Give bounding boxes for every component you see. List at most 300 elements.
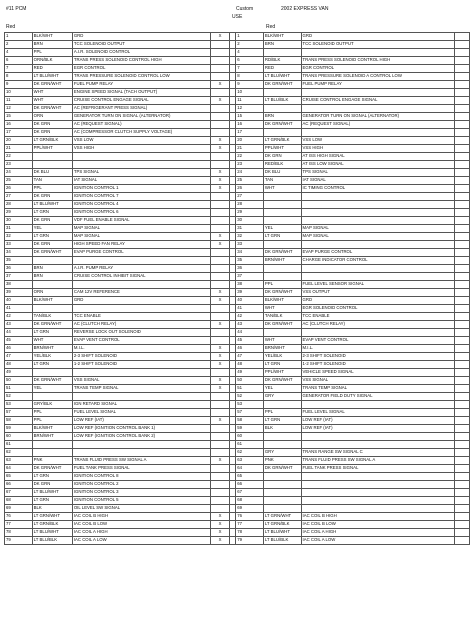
pin-number: 22	[5, 153, 33, 161]
spacer-end	[454, 273, 469, 281]
circuit-function-custom: CHARGE INDICATOR CONTROL	[301, 257, 454, 265]
circuit-function-custom: TRANS PRESSURE SOLENOID A CONTROL LOW	[301, 73, 454, 81]
wire-color	[32, 161, 72, 169]
table-row	[5, 65, 470, 73]
spacer-end	[454, 401, 469, 409]
use-mark	[211, 497, 230, 505]
spacer-end	[454, 249, 469, 257]
circuit-function: TCC ENABLE	[72, 313, 210, 321]
circuit-function-custom	[301, 273, 454, 281]
circuit-function: LOW REF (IGNITION CONTROL BANK 1)	[72, 425, 210, 433]
circuit-function-custom: EVAP PURGE CONTROL	[301, 249, 454, 257]
use-mark: X	[211, 417, 230, 425]
pin-number: 43	[5, 321, 33, 329]
wire-color-custom: DK GRN/WHT	[263, 81, 301, 89]
use-mark: X	[211, 521, 230, 529]
wire-color	[32, 153, 72, 161]
use-mark	[211, 489, 230, 497]
pin-number-custom: 25	[236, 177, 264, 185]
wire-color: DK GRN	[32, 121, 72, 129]
pin-number-custom: 44	[236, 329, 264, 337]
pin-number-custom: 34	[236, 249, 264, 257]
table-row	[5, 177, 470, 185]
wire-color-custom: LT GRN	[263, 417, 301, 425]
circuit-function: GRD	[72, 33, 210, 41]
pin-number: 15	[5, 113, 33, 121]
pin-number: 39	[5, 289, 33, 297]
circuit-function-custom: AT ISS LOW SIGNAL	[301, 161, 454, 169]
circuit-function: IGNITION CONTROL 2	[72, 481, 210, 489]
spacer-end	[454, 265, 469, 273]
spacer-end	[454, 521, 469, 529]
spacer-end	[454, 225, 469, 233]
circuit-function-custom: TCC SOLENOID OUTPUT	[301, 41, 454, 49]
spacer-end	[454, 337, 469, 345]
circuit-function: IGNITION CONTROL 3	[72, 489, 210, 497]
table-row	[5, 241, 470, 249]
circuit-function	[72, 161, 210, 169]
wire-color-custom: DK GRN/WHT	[263, 121, 301, 129]
pin-number-custom: 9	[236, 81, 264, 89]
use-mark	[211, 57, 230, 65]
table-row	[5, 257, 470, 265]
wire-color-custom	[263, 401, 301, 409]
circuit-function: HIGH SPEED FAN RELAY	[72, 241, 210, 249]
table-row	[5, 289, 470, 297]
circuit-function: MAP SIGNAL	[72, 233, 210, 241]
table-row	[5, 185, 470, 193]
wire-color: LT BLU/WHT	[32, 489, 72, 497]
spacer-end	[454, 505, 469, 513]
spacer-end	[454, 73, 469, 81]
table-row	[5, 409, 470, 417]
wire-color	[32, 369, 72, 377]
use-mark	[211, 481, 230, 489]
pin-number-custom: 78	[236, 529, 264, 537]
pin-number: 58	[5, 417, 33, 425]
wire-color: DK GRN/WHT	[32, 377, 72, 385]
spacer-end	[454, 129, 469, 137]
table-row	[5, 369, 470, 377]
circuit-function-custom	[301, 49, 454, 57]
circuit-function: AC (REQUEST SIGNAL)	[72, 121, 210, 129]
wire-color-custom	[263, 193, 301, 201]
pin-number: 40	[5, 297, 33, 305]
wire-color-custom: DK GRN/WHT	[263, 465, 301, 473]
pin-number-custom: 77	[236, 521, 264, 529]
pinout-table	[4, 32, 470, 545]
use-mark: X	[211, 289, 230, 297]
use-mark	[211, 313, 230, 321]
circuit-function: FUEL PUMP RELAY	[72, 81, 210, 89]
pin-number-custom: 48	[236, 361, 264, 369]
circuit-function: AC (REFRIGERANT PRESS SIGNAL)	[72, 105, 210, 113]
wire-color-custom	[263, 433, 301, 441]
spacer-end	[454, 465, 469, 473]
wire-color: PPL	[32, 185, 72, 193]
table-row	[5, 513, 470, 521]
use-mark: X	[211, 169, 230, 177]
wire-color	[32, 305, 72, 313]
pin-number-custom: 69	[236, 505, 264, 513]
circuit-function: EVAP VENT CONTROL	[72, 337, 210, 345]
wire-color: PPL	[32, 49, 72, 57]
wire-color: BRN	[32, 265, 72, 273]
circuit-function: AC (CLUTCH RELAY)	[72, 321, 210, 329]
circuit-function: CRUISE CONTROL ENGAGE SIGNAL	[72, 97, 210, 105]
spacer-end	[454, 537, 469, 545]
circuit-function-custom: AT ISS HIGH SIGNAL	[301, 153, 454, 161]
circuit-function: TRANS FLUID PRESS SW SIGNAL A	[72, 457, 210, 465]
circuit-function-custom	[301, 105, 454, 113]
spacer-end	[454, 369, 469, 377]
table-row	[5, 465, 470, 473]
wire-color-custom: LT BLU/BLK	[263, 97, 301, 105]
pin-number: 32	[5, 233, 33, 241]
use-mark	[211, 425, 230, 433]
table-row	[5, 281, 470, 289]
circuit-function: AC (COMPRESSOR CLUTCH SUPPLY VOLTAGE)	[72, 129, 210, 137]
use-mark: X	[211, 513, 230, 521]
use-mark: X	[211, 241, 230, 249]
pin-number-custom: 47	[236, 353, 264, 361]
spacer-end	[454, 169, 469, 177]
pin-number-custom: 22	[236, 153, 264, 161]
pin-number: 76	[5, 513, 33, 521]
table-row	[5, 153, 470, 161]
use-mark	[211, 465, 230, 473]
wire-color: DK GRN	[32, 129, 72, 137]
wire-color: YEL/BLK	[32, 353, 72, 361]
circuit-function-custom	[301, 489, 454, 497]
use-mark	[211, 129, 230, 137]
wire-color: BRN	[32, 41, 72, 49]
circuit-function-custom: IC TIMING CONTROL	[301, 185, 454, 193]
circuit-function-custom: EGR CONTROL	[301, 65, 454, 73]
spacer-end	[454, 345, 469, 353]
circuit-function: TRANS PRESSURE SOLENOID CONTROL LOW	[72, 73, 210, 81]
table-row	[5, 433, 470, 441]
spacer-end	[454, 393, 469, 401]
circuit-function-custom: 1-2 SHIFT SOLENOID	[301, 361, 454, 369]
table-row	[5, 297, 470, 305]
use-mark	[211, 65, 230, 73]
pin-number-custom: 41	[236, 305, 264, 313]
circuit-function-custom	[301, 129, 454, 137]
pin-number-custom: 11	[236, 97, 264, 105]
circuit-function: TRANS TEMP SIGNAL	[72, 385, 210, 393]
wire-color: LT BLU/BLK	[32, 537, 72, 545]
pin-number-custom: 27	[236, 193, 264, 201]
spacer-end	[454, 33, 469, 41]
circuit-function-custom	[301, 481, 454, 489]
pin-number-custom: 62	[236, 449, 264, 457]
use-mark	[211, 473, 230, 481]
pin-number: 45	[5, 337, 33, 345]
pin-number-custom: 76	[236, 513, 264, 521]
wire-color-custom	[263, 105, 301, 113]
table-row	[5, 425, 470, 433]
circuit-function-custom: VEHICLE SPEED SIGNAL	[301, 369, 454, 377]
spacer-end	[454, 385, 469, 393]
spacer-end	[454, 329, 469, 337]
use-mark: X	[211, 81, 230, 89]
spacer-end	[454, 41, 469, 49]
circuit-function-custom: EVAP VENT CONTROL	[301, 337, 454, 345]
use-mark	[211, 409, 230, 417]
spacer-end	[454, 529, 469, 537]
wire-color: DK GRN	[32, 481, 72, 489]
pin-number: 24	[5, 169, 33, 177]
wire-color: DK GRN/WHT	[32, 249, 72, 257]
circuit-function-custom: VSS HIGH	[301, 145, 454, 153]
spacer-end	[454, 281, 469, 289]
spacer-end	[454, 97, 469, 105]
table-row	[5, 481, 470, 489]
wire-color-custom: PPL/WHT	[263, 145, 301, 153]
wire-color-custom	[263, 241, 301, 249]
pin-number-custom: 57	[236, 409, 264, 417]
circuit-function-custom: LOW REF (IAT)	[301, 417, 454, 425]
circuit-function: A.I.R. SOLENOID CONTROL	[72, 49, 210, 57]
wire-color-custom	[263, 209, 301, 217]
circuit-function: IGNITION CONTROL 7	[72, 193, 210, 201]
circuit-function: VSS LOW	[72, 137, 210, 145]
wire-color: LT GRN/BLK	[32, 521, 72, 529]
wire-color: TAN/BLK	[32, 313, 72, 321]
table-row	[5, 521, 470, 529]
spacer-end	[454, 209, 469, 217]
pin-number: 20	[5, 137, 33, 145]
circuit-function: MAP SIGNAL	[72, 225, 210, 233]
use-mark: X	[211, 321, 230, 329]
pin-number-custom: 39	[236, 289, 264, 297]
wire-color	[32, 449, 72, 457]
table-row	[5, 97, 470, 105]
circuit-function: FUEL LEVEL SIGNAL	[72, 409, 210, 417]
wire-color: DK BLU	[32, 169, 72, 177]
circuit-function: IGNITION CONTROL 6	[72, 209, 210, 217]
wire-color-custom: PPL	[263, 281, 301, 289]
pin-number-custom: 4	[236, 49, 264, 57]
wire-color: YEL	[32, 385, 72, 393]
spacer-end	[454, 497, 469, 505]
table-row	[5, 377, 470, 385]
wire-color-custom	[263, 441, 301, 449]
wire-color-custom: TAN/BLK	[263, 313, 301, 321]
wire-color-custom: YEL	[263, 225, 301, 233]
wire-color: BLK	[32, 505, 72, 513]
wire-color-custom	[263, 329, 301, 337]
pin-number-custom: 28	[236, 201, 264, 209]
pin-number: 2	[5, 41, 33, 49]
pin-number: 50	[5, 377, 33, 385]
circuit-function-custom	[301, 441, 454, 449]
use-mark: X	[211, 137, 230, 145]
circuit-function: VSS SIGNAL	[72, 377, 210, 385]
table-row	[5, 321, 470, 329]
circuit-function-custom: AC (REQUEST SIGNAL)	[301, 121, 454, 129]
wire-color-custom: LT BLU/WHT	[263, 73, 301, 81]
table-row	[5, 113, 470, 121]
table-row	[5, 305, 470, 313]
wire-color: BLK/WHT	[32, 33, 72, 41]
circuit-function	[72, 305, 210, 313]
wire-color-custom: LT BLU/WHT	[263, 529, 301, 537]
spacer-end	[454, 201, 469, 209]
pin-number: 12	[5, 105, 33, 113]
use-mark: X	[211, 177, 230, 185]
pin-number-custom: 24	[236, 169, 264, 177]
table-row	[5, 273, 470, 281]
circuit-function-custom: EGR SOLENOID CONTROL	[301, 305, 454, 313]
pin-number-custom: 45	[236, 337, 264, 345]
circuit-function: EVAP PURGE CONTROL	[72, 249, 210, 257]
use-mark	[211, 121, 230, 129]
circuit-function-custom: GRD	[301, 297, 454, 305]
wire-color-custom: PPL	[263, 409, 301, 417]
spacer-end	[454, 257, 469, 265]
table-row	[5, 129, 470, 137]
wire-color: BRN	[32, 273, 72, 281]
spacer-end	[454, 193, 469, 201]
circuit-function-custom: LOW REF (IAT)	[301, 425, 454, 433]
circuit-function: LOW REF (IAT)	[72, 417, 210, 425]
table-row	[5, 201, 470, 209]
pin-number-custom: 30	[236, 217, 264, 225]
spacer-end	[454, 81, 469, 89]
right-connector-color: Red	[266, 24, 276, 30]
spacer-end	[454, 361, 469, 369]
circuit-function-custom	[301, 193, 454, 201]
use-mark	[211, 433, 230, 441]
table-row	[5, 489, 470, 497]
pin-number: 34	[5, 249, 33, 257]
pin-number: 64	[5, 465, 33, 473]
wire-color: PNK	[32, 457, 72, 465]
pin-number-custom: 36	[236, 265, 264, 273]
pin-number-custom: 50	[236, 377, 264, 385]
use-mark	[211, 209, 230, 217]
wire-color-custom: BRN/WHT	[263, 345, 301, 353]
wire-color-custom: LT GRN	[263, 233, 301, 241]
wire-color: ORN	[32, 289, 72, 297]
wire-color: BLK/WHT	[32, 297, 72, 305]
pin-number: 60	[5, 433, 33, 441]
circuit-function: TCC SOLENOID OUTPUT	[72, 41, 210, 49]
circuit-function-custom: TRANS FLUID PRESS SW SIGNAL A	[301, 457, 454, 465]
table-row	[5, 449, 470, 457]
circuit-function: IAC COIL B HIGH	[72, 513, 210, 521]
circuit-function-custom	[301, 217, 454, 225]
circuit-function: CRUISE CONTROL INHIBIT SIGNAL	[72, 273, 210, 281]
pin-number: 31	[5, 225, 33, 233]
circuit-function: IGNITION CONTROL 5	[72, 497, 210, 505]
pin-number-custom: 49	[236, 369, 264, 377]
pin-number: 78	[5, 529, 33, 537]
circuit-function-custom	[301, 241, 454, 249]
circuit-function-custom	[301, 497, 454, 505]
circuit-function-custom: IAC COIL A HIGH	[301, 529, 454, 537]
pin-number: 26	[5, 185, 33, 193]
pin-number-custom: 38	[236, 281, 264, 289]
wire-color-custom: LT GRN/WHT	[263, 513, 301, 521]
use-mark	[211, 249, 230, 257]
spacer-end	[454, 433, 469, 441]
pin-number: 69	[5, 505, 33, 513]
circuit-function-custom: 2-3 SHIFT SOLENOID	[301, 353, 454, 361]
pin-number-custom: 35	[236, 257, 264, 265]
pin-number-custom: 37	[236, 273, 264, 281]
circuit-function: IAC COIL A HIGH	[72, 529, 210, 537]
circuit-function-custom: GRD	[301, 33, 454, 41]
wire-color	[32, 393, 72, 401]
table-row	[5, 33, 470, 41]
circuit-function-custom: FUEL PUMP RELAY	[301, 81, 454, 89]
wire-color-custom: BLK	[263, 425, 301, 433]
circuit-function	[72, 369, 210, 377]
pin-number: 66	[5, 481, 33, 489]
pin-number-custom: 26	[236, 185, 264, 193]
wire-color-custom: PNK	[263, 457, 301, 465]
wire-color-custom: PPL/WHT	[263, 369, 301, 377]
table-row	[5, 529, 470, 537]
wire-color-custom: DK GRN/WHT	[263, 377, 301, 385]
spacer-end	[454, 321, 469, 329]
pin-number-custom: 17	[236, 129, 264, 137]
table-row	[5, 49, 470, 57]
circuit-function-custom: IAC COIL A LOW	[301, 537, 454, 545]
pin-number: 10	[5, 89, 33, 97]
circuit-function: IGN RETARD SIGNAL	[72, 401, 210, 409]
use-mark	[211, 105, 230, 113]
pin-number-custom: 68	[236, 497, 264, 505]
circuit-function: TRANS PRESS SOLENOID CONTROL HIGH	[72, 57, 210, 65]
circuit-function-custom	[301, 473, 454, 481]
spacer-end	[454, 57, 469, 65]
pin-number-custom: 40	[236, 297, 264, 305]
use-mark: X	[211, 145, 230, 153]
pin-number: 49	[5, 369, 33, 377]
pin-number: 59	[5, 425, 33, 433]
wire-color	[32, 441, 72, 449]
pin-number-custom: 51	[236, 385, 264, 393]
wire-color: DK GRN	[32, 193, 72, 201]
table-row	[5, 225, 470, 233]
pin-number: 25	[5, 177, 33, 185]
circuit-function: VSS HIGH	[72, 145, 210, 153]
wire-color-custom: BRN	[263, 41, 301, 49]
wire-color-custom: BLK/WHT	[263, 297, 301, 305]
use-mark: X	[211, 537, 230, 545]
table-row	[5, 385, 470, 393]
circuit-function-custom: TRANS PRESS SOLENOID CONTROL HIGH	[301, 57, 454, 65]
pin-number: 41	[5, 305, 33, 313]
circuit-function-custom: MAP SIGNAL	[301, 225, 454, 233]
use-mark: X	[211, 377, 230, 385]
table-row	[5, 337, 470, 345]
circuit-function: LOW REF (IGNITION CONTROL BANK 2)	[72, 433, 210, 441]
spacer-end	[454, 353, 469, 361]
spacer-end	[454, 481, 469, 489]
spacer-end	[454, 441, 469, 449]
pin-number: 29	[5, 209, 33, 217]
wire-color-custom: DK BLU	[263, 169, 301, 177]
circuit-function-custom	[301, 209, 454, 217]
circuit-function-custom: FUEL LEVEL SIGNAL	[301, 409, 454, 417]
pin-number-custom: 42	[236, 313, 264, 321]
circuit-function-custom	[301, 329, 454, 337]
